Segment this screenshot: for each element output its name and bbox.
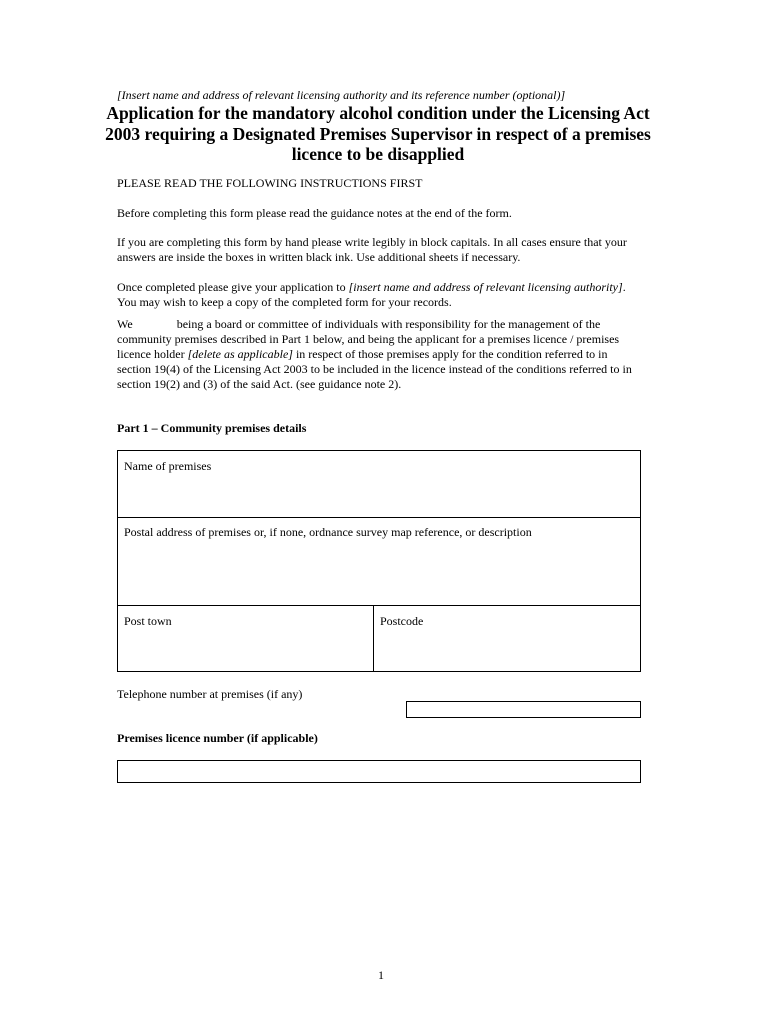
before-completing-note: Before completing this form please read the guidance notes at the end of the form. <box>117 206 512 220</box>
licence-number-field[interactable] <box>117 760 641 783</box>
telephone-label: Telephone number at premises (if any) <box>117 687 303 701</box>
part1-heading: Part 1 – Community premises details <box>117 421 307 435</box>
once-completed-instructions <box>117 280 642 310</box>
instructions-heading: PLEASE READ THE FOLLOWING INSTRUCTIONS FIRST <box>117 176 423 190</box>
postcode-label: Postcode <box>380 614 424 628</box>
premises-details-table <box>117 450 641 672</box>
name-of-premises-label: Name of premises <box>124 459 212 473</box>
postal-address-label: Postal address of premises or, if none, ordnance survey map reference, or description <box>124 525 532 539</box>
we-word: We <box>117 317 133 331</box>
form-title: Application for the mandatory alcohol condition under the Licensing Act 2003 requiring a Designated Premises Supervisor in respect of a premises licence to be disapplied <box>105 103 651 164</box>
post-town-label: Post town <box>124 614 172 628</box>
page-number: 1 <box>378 968 384 982</box>
applicant-statement <box>117 317 642 392</box>
licence-number-label: Premises licence number (if applicable) <box>117 731 318 745</box>
by-hand-instructions: If you are completing this form by hand please write legibly in block capitals. In all cases ensure that your answers are inside the boxes in written black ink. Use additional sheets if necessary. <box>117 235 627 264</box>
postal-address-field[interactable] <box>118 518 640 605</box>
post-town-field[interactable] <box>118 606 373 671</box>
postcode-field[interactable] <box>374 606 640 671</box>
authority-note: [Insert name and address of relevant licensing authority and its reference number (optional)] <box>117 88 566 102</box>
once-completed-prefix: Once completed please give your application to <box>117 280 349 294</box>
statement-part1: being a board or committee of individuals with responsibility for the management of the community premises described in Part 1 below, and being the applicant for a premises licence / premises licence holder <box>117 317 620 361</box>
once-completed-suffix: . You may wish to keep a copy of the completed form for your records. <box>117 280 626 309</box>
name-of-premises-field[interactable] <box>118 451 640 517</box>
statement-part2: in respect of those premises apply for the condition referred to in section 19(4) of the Licensing Act 2003 to be included in the licence instead of the conditions referred to in section 19(2) and (3) of the said Act. (see guidance note 2). <box>117 347 632 391</box>
telephone-field[interactable] <box>406 701 641 718</box>
delete-as-applicable: [delete as applicable] <box>187 347 293 361</box>
authority-placeholder: [insert name and address of relevant licensing authority] <box>348 280 623 294</box>
